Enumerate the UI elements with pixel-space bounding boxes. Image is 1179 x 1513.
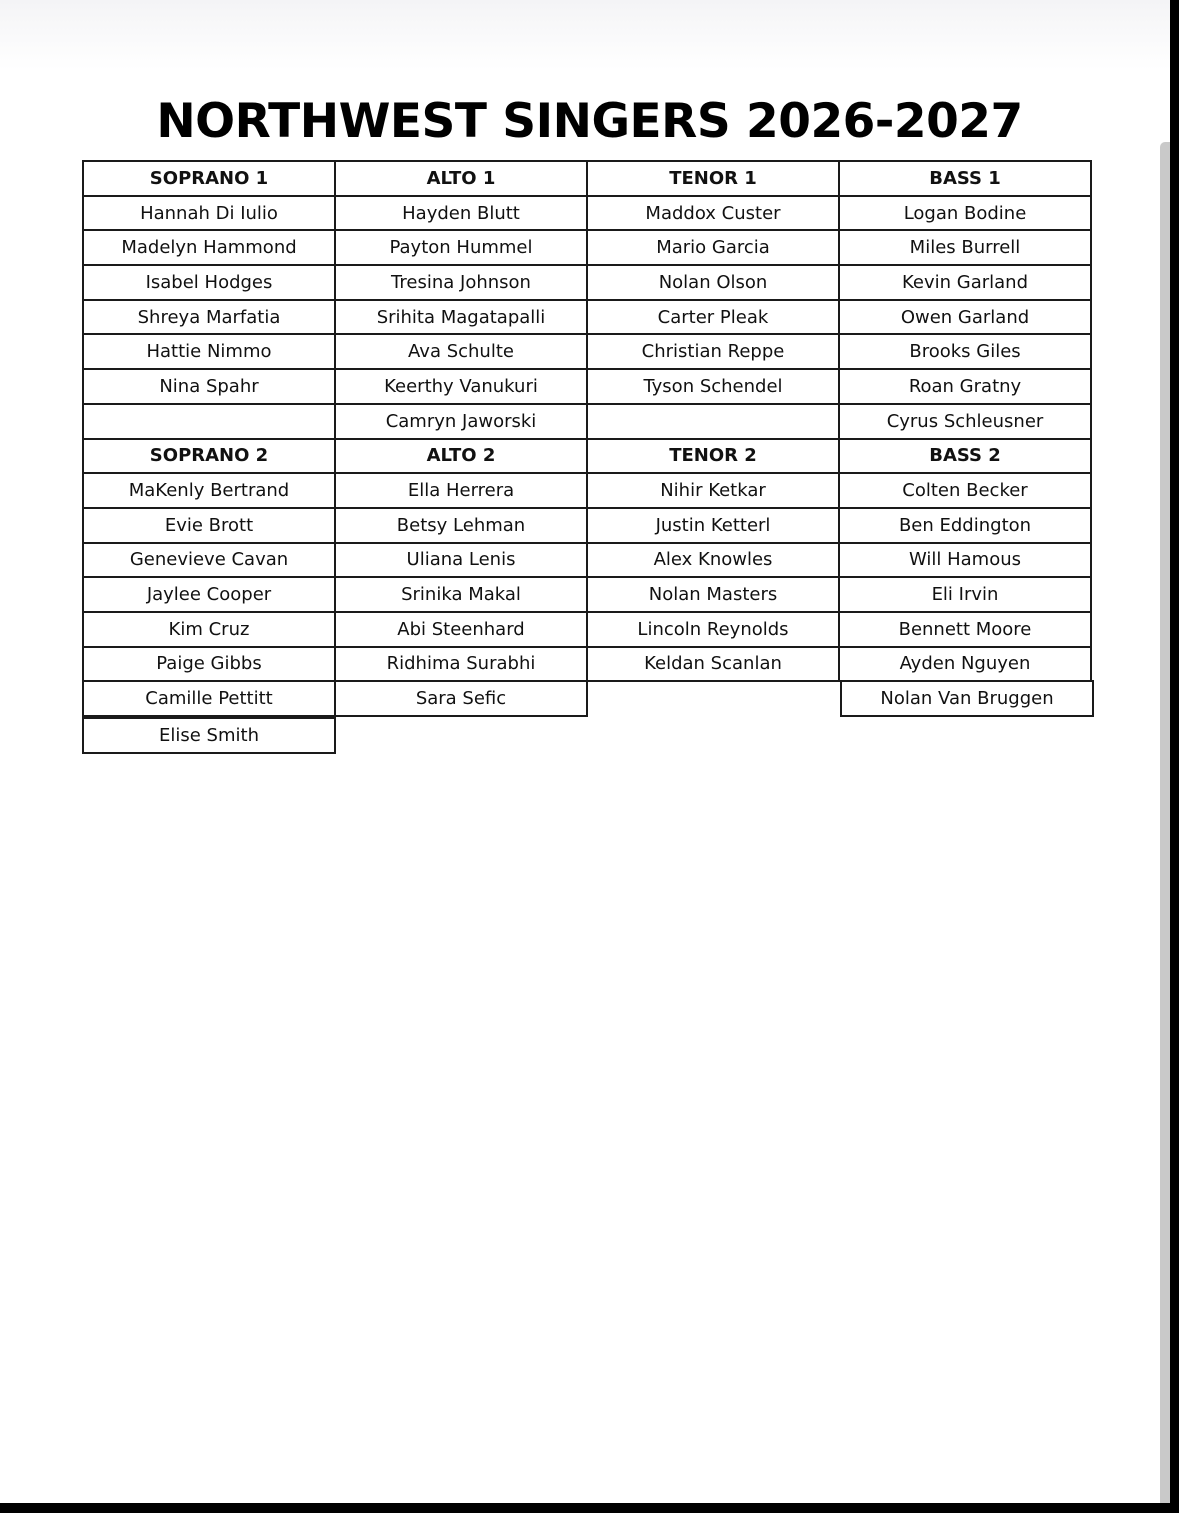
empty-cell: [334, 717, 588, 754]
member-cell: Isabel Hodges: [82, 264, 336, 301]
member-cell: Madelyn Hammond: [82, 229, 336, 266]
table-row: [82, 195, 1098, 230]
voice-part-header: ALTO 2: [334, 438, 588, 475]
member-cell: Evie Brott: [82, 507, 336, 544]
member-cell: Keerthy Vanukuri: [334, 368, 588, 405]
table-row: [82, 368, 1098, 403]
member-cell: Hayden Blutt: [334, 195, 588, 232]
member-cell: Ava Schulte: [334, 333, 588, 370]
table-row: [82, 507, 1098, 542]
voice-part-header: SOPRANO 1: [82, 160, 336, 197]
member-cell: Kim Cruz: [82, 611, 336, 648]
member-cell: Hattie Nimmo: [82, 333, 336, 370]
member-cell: Elise Smith: [82, 717, 336, 754]
table-row: [82, 472, 1098, 507]
table-row: [82, 229, 1098, 264]
member-cell: Justin Ketterl: [586, 507, 840, 544]
member-cell: Bennett Moore: [838, 611, 1092, 648]
voice-part-header: BASS 1: [838, 160, 1092, 197]
member-cell: Genevieve Cavan: [82, 542, 336, 579]
section-header-row: [82, 438, 1098, 473]
voice-part-header: TENOR 2: [586, 438, 840, 475]
member-cell: MaKenly Bertrand: [82, 472, 336, 509]
empty-cell: [586, 680, 840, 717]
member-cell: Ella Herrera: [334, 472, 588, 509]
table-row: [82, 403, 1098, 438]
empty-cell: [842, 717, 1096, 754]
member-cell: Hannah Di Iulio: [82, 195, 336, 232]
member-cell: Cyrus Schleusner: [838, 403, 1092, 440]
member-cell: Ben Eddington: [838, 507, 1092, 544]
member-cell: Nolan Masters: [586, 576, 840, 613]
member-cell: [82, 403, 336, 440]
table-row: [82, 717, 1098, 754]
member-cell: Brooks Giles: [838, 333, 1092, 370]
member-cell: Jaylee Cooper: [82, 576, 336, 613]
member-cell: Lincoln Reynolds: [586, 611, 840, 648]
member-cell: Carter Pleak: [586, 299, 840, 336]
member-cell: Nolan Olson: [586, 264, 840, 301]
top-fade: [0, 0, 1170, 70]
member-cell: Ayden Nguyen: [838, 646, 1092, 683]
member-cell: Srinika Makal: [334, 576, 588, 613]
member-cell: Tresina Johnson: [334, 264, 588, 301]
voice-part-header: ALTO 1: [334, 160, 588, 197]
member-cell: Srihita Magatapalli: [334, 299, 588, 336]
member-cell: Payton Hummel: [334, 229, 588, 266]
member-cell: Uliana Lenis: [334, 542, 588, 579]
member-cell: Paige Gibbs: [82, 646, 336, 683]
table-row: [82, 646, 1098, 681]
member-cell: Keldan Scanlan: [586, 646, 840, 683]
member-cell: Nolan Van Bruggen: [840, 680, 1094, 717]
table-row: [82, 542, 1098, 577]
member-cell: Alex Knowles: [586, 542, 840, 579]
member-cell: Owen Garland: [838, 299, 1092, 336]
member-cell: Betsy Lehman: [334, 507, 588, 544]
member-cell: Eli Irvin: [838, 576, 1092, 613]
member-cell: Nihir Ketkar: [586, 472, 840, 509]
member-cell: Mario Garcia: [586, 229, 840, 266]
table-row: [82, 611, 1098, 646]
member-cell: Shreya Marfatia: [82, 299, 336, 336]
voice-part-header: SOPRANO 2: [82, 438, 336, 475]
member-cell: Miles Burrell: [838, 229, 1092, 266]
member-cell: Ridhima Surabhi: [334, 646, 588, 683]
page-title: NORTHWEST SINGERS 2026-2027: [156, 94, 1023, 149]
member-cell: Abi Steenhard: [334, 611, 588, 648]
voice-part-header: BASS 2: [838, 438, 1092, 475]
member-cell: Camryn Jaworski: [334, 403, 588, 440]
table-row: [82, 299, 1098, 334]
member-cell: Maddox Custer: [586, 195, 840, 232]
table-row: [82, 680, 1098, 717]
member-cell: Tyson Schendel: [586, 368, 840, 405]
member-cell: Will Hamous: [838, 542, 1092, 579]
member-cell: Kevin Garland: [838, 264, 1092, 301]
empty-cell: [588, 717, 842, 754]
voice-part-header: TENOR 1: [586, 160, 840, 197]
member-cell: Sara Sefic: [334, 680, 588, 717]
member-cell: Roan Gratny: [838, 368, 1092, 405]
table-row: [82, 576, 1098, 611]
member-cell: Colten Becker: [838, 472, 1092, 509]
roster-table: [82, 160, 1098, 754]
member-cell: Logan Bodine: [838, 195, 1092, 232]
table-row: [82, 264, 1098, 299]
member-cell: Christian Reppe: [586, 333, 840, 370]
member-cell: Nina Spahr: [82, 368, 336, 405]
vertical-scrollbar[interactable]: [1160, 142, 1170, 1503]
member-cell: [586, 403, 840, 440]
section-header-row: [82, 160, 1098, 195]
member-cell: Camille Pettitt: [82, 680, 336, 717]
table-row: [82, 333, 1098, 368]
